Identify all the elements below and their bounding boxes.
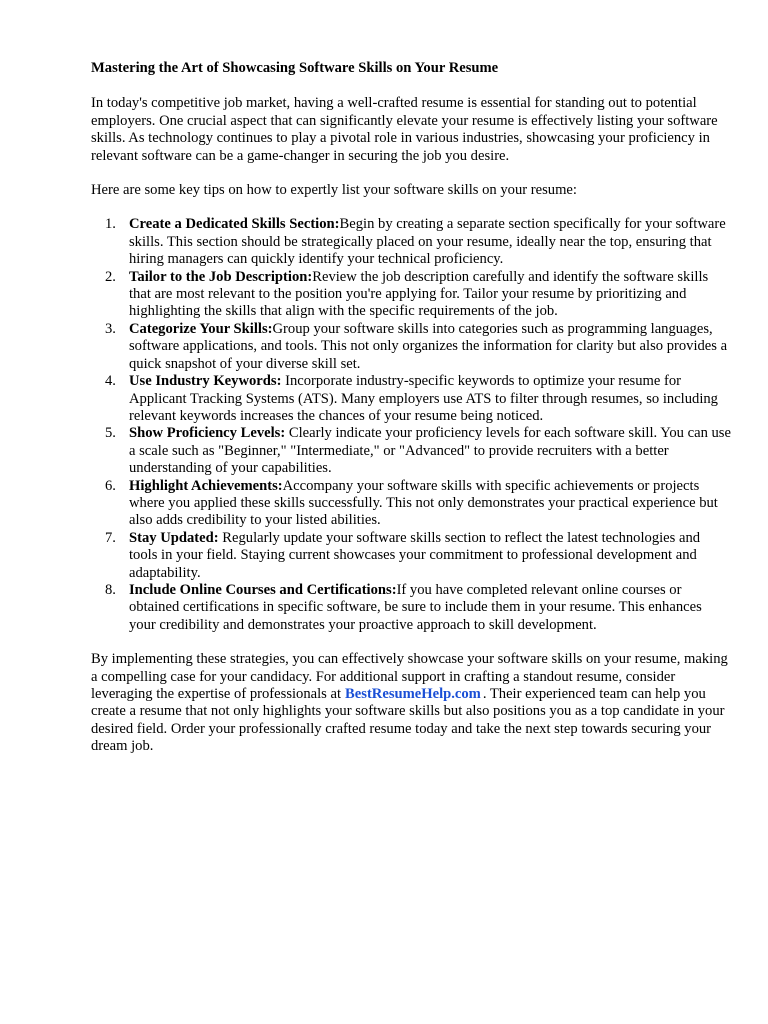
tip-body: If you have completed relevant online courses or obtained certifications in specific software, be sure to include them in your resume. This enhances your credibility and demonstrates your proactive approach to skill development. bbox=[129, 581, 702, 633]
tip-item-5 bbox=[91, 425, 731, 477]
document-page bbox=[91, 60, 731, 773]
tip-item-4 bbox=[91, 373, 731, 425]
tip-heading: Create a Dedicated Skills Section: bbox=[129, 216, 340, 233]
tip-heading: Stay Updated: bbox=[129, 529, 219, 546]
tip-item-2 bbox=[91, 269, 731, 321]
tip-number: 6. bbox=[105, 477, 116, 494]
document-title: Mastering the Art of Showcasing Software Skills on Your Resume bbox=[91, 60, 499, 76]
tip-number: 4. bbox=[105, 373, 116, 390]
bestresumehelp-link[interactable]: BestResumeHelp.com bbox=[345, 686, 481, 702]
tip-item-8 bbox=[91, 582, 731, 634]
tip-item-1 bbox=[91, 216, 731, 268]
tip-body: Begin by creating a separate section specifically for your software skills. This section should be strategically placed on your resume, ideally near the top, ensuring that hiring managers can quickly identify your technical proficiency. bbox=[129, 216, 726, 268]
tips-lead-paragraph: Here are some key tips on how to expertly list your software skills on your resume: bbox=[91, 182, 577, 199]
tip-body: Review the job description carefully and identify the software skills that are most relevant to the position you're applying for. Tailor your resume by prioritizing and highlighting the skills that align with the specific requirements of the job. bbox=[129, 268, 709, 320]
tip-number: 5. bbox=[105, 425, 116, 442]
tip-heading: Show Proficiency Levels: bbox=[129, 425, 286, 442]
tip-body: Regularly update your software skills section to reflect the latest technologies and tools in your field. Staying current showcases your commitment to professional development and adaptability. bbox=[129, 529, 701, 581]
tip-body: Clearly indicate your proficiency levels for each software skill. You can use a scale such as "Beginner," "Intermediate," or "Advanced" to provide recruiters with a better understanding of your capabilities. bbox=[129, 425, 731, 477]
tip-number: 2. bbox=[105, 268, 116, 285]
tip-heading: Highlight Achievements: bbox=[129, 477, 283, 494]
tip-item-6 bbox=[91, 478, 731, 530]
intro-paragraph: In today's competitive job market, having a well-crafted resume is essential for standing out to potential employers. One crucial aspect that can significantly elevate your resume is effectively listing your software skills. As technology continues to play a pivotal role in various industries, showcasing your proficiency in relevant software can be a game-changer in securing the job you desire. bbox=[91, 95, 718, 164]
tip-body: Group your software skills into categories such as programming languages, software applications, and tools. This not only organizes the information for clarity but also provides a quick snapshot of your diverse skill set. bbox=[129, 320, 728, 372]
tip-number: 3. bbox=[105, 320, 116, 337]
tip-heading: Tailor to the Job Description: bbox=[129, 268, 313, 285]
tip-heading: Categorize Your Skills: bbox=[129, 320, 273, 337]
closing-text-after: . Their experienced team can help you create a resume that not only highlights your software skills but also positions you as a top candidate in your desired field. Order your professionally crafted resume today and take the next step towards securing your dream job. bbox=[91, 686, 725, 755]
tip-item-7 bbox=[91, 530, 731, 582]
tip-body: Incorporate industry-specific keywords to optimize your resume for Applicant Tracking Systems (ATS). Many employers use ATS to filter through resumes, so including relevant keywords increases the chances of your resume being noticed. bbox=[129, 373, 718, 424]
closing-paragraph bbox=[91, 651, 731, 755]
tips-list bbox=[91, 216, 731, 634]
tip-heading: Use Industry Keywords: bbox=[129, 373, 282, 390]
tip-number: 1. bbox=[105, 216, 116, 233]
closing-text-before: By implementing these strategies, you can effectively showcase your software skills on your resume, making a compelling case for your candidacy. For additional support in crafting a standout resume, consider leveraging the expertise of professionals at bbox=[91, 651, 728, 702]
tip-item-3 bbox=[91, 321, 731, 373]
tip-heading: Include Online Courses and Certifications: bbox=[129, 581, 397, 598]
tip-number: 7. bbox=[105, 529, 116, 546]
tip-number: 8. bbox=[105, 581, 116, 598]
tip-body: Accompany your software skills with specific achievements or projects where you applied these skills successfully. This not only demonstrates your practical experience but also adds credibility to your listed abilities. bbox=[129, 477, 718, 529]
